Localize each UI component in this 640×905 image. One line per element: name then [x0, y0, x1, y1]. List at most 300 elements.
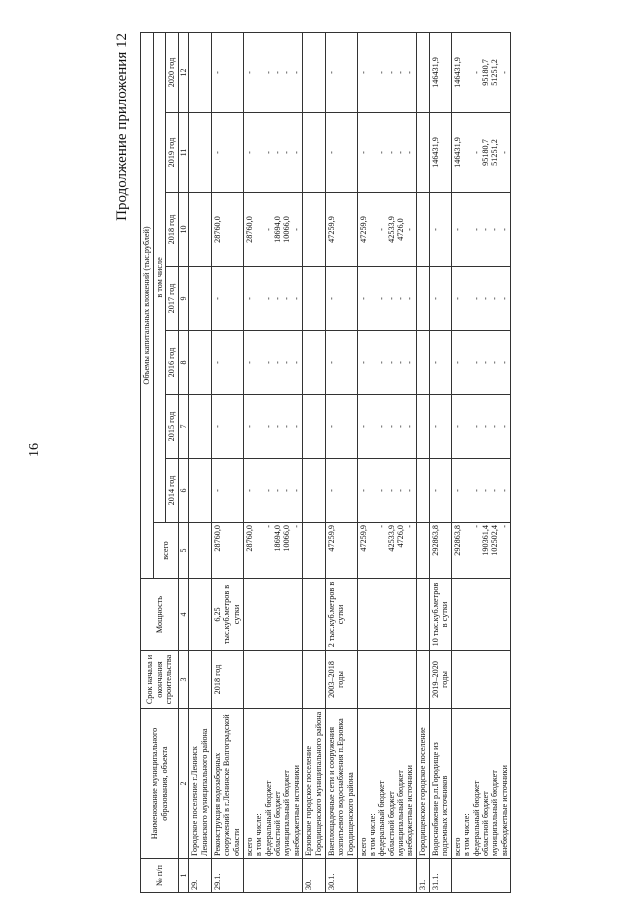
breakdown-value: 4726,0	[396, 525, 406, 548]
header-volumes: Объемы капитальных вложений (тыс.рублей)	[141, 32, 154, 578]
breakdown-value: -	[471, 151, 481, 154]
breakdown-value: -	[291, 71, 301, 74]
breakdown-value: -	[377, 297, 387, 300]
cell-no: 29.1.	[211, 859, 243, 893]
breakdown-value	[462, 35, 471, 110]
cell-year-breakdown	[243, 193, 302, 267]
cell-year-breakdown	[451, 32, 510, 112]
cell-year: -	[429, 193, 451, 267]
column-number: 10	[179, 193, 189, 267]
breakdown-value: 95180,7	[481, 139, 491, 166]
breakdown-value: -	[481, 489, 491, 492]
cell-year-breakdown	[243, 32, 302, 112]
column-number: 6	[179, 459, 189, 523]
breakdown-value: 10066,0	[282, 216, 292, 243]
breakdown-value	[254, 269, 263, 328]
cell-year: 146431,9	[429, 32, 451, 112]
breakdown-label: федеральный бюджет	[377, 780, 387, 856]
breakdown-value: -	[263, 71, 273, 74]
header-no: № п/п	[141, 859, 179, 893]
breakdown-value: 28760,0	[244, 216, 254, 243]
breakdown-value	[462, 525, 471, 576]
breakdown-value: 10066,0	[282, 525, 292, 552]
column-number: 5	[179, 523, 189, 579]
cell-total: 47259,9	[325, 523, 357, 579]
breakdown-value: -	[358, 489, 368, 492]
breakdown-value: -	[263, 361, 273, 364]
breakdown-value: 51251,2	[490, 139, 500, 166]
header-year: 2018 год	[166, 193, 179, 267]
breakdown-value: -	[377, 151, 387, 154]
table-cell	[303, 331, 325, 395]
breakdown-value: -	[405, 525, 415, 528]
table-cell	[416, 113, 429, 193]
breakdown-value: -	[405, 228, 415, 231]
breakdown-value	[368, 195, 377, 264]
breakdown-value: 102502,4	[490, 525, 500, 556]
breakdown-value: -	[499, 297, 509, 300]
table-cell	[189, 193, 211, 267]
breakdown-value: -	[282, 151, 292, 154]
breakdown-value: -	[377, 71, 387, 74]
header-year: 2016 год	[166, 331, 179, 395]
breakdown-value: -	[272, 425, 282, 428]
cell-year-breakdown	[243, 395, 302, 459]
breakdown-value: -	[291, 361, 301, 364]
breakdown-value: 292863,8	[452, 525, 462, 556]
breakdown-value: -	[282, 297, 292, 300]
breakdown-value: -	[377, 489, 387, 492]
cell-year: -	[429, 267, 451, 331]
breakdown-value	[368, 461, 377, 520]
cell-year-breakdown	[357, 267, 416, 331]
cell-term: 2003–2018 годы	[325, 651, 357, 709]
column-number: 2	[179, 709, 189, 859]
table-cell	[303, 267, 325, 331]
breakdown-value: -	[471, 297, 481, 300]
breakdown-value: -	[452, 297, 462, 300]
breakdown-value: -	[263, 151, 273, 154]
breakdown-value: 18694,0	[272, 525, 282, 552]
cell-year-breakdown	[357, 32, 416, 112]
header-year: 2020 год	[166, 32, 179, 112]
cell-name: Ерзовское городское поселение Городищенского муниципального района	[303, 709, 325, 859]
breakdown-value	[368, 35, 377, 110]
breakdown-value: -	[272, 297, 282, 300]
cell-capacity: 6,25 тыс.куб.метров в сутки	[211, 579, 243, 651]
cell-year: -	[325, 267, 357, 331]
cell-year-breakdown	[357, 331, 416, 395]
breakdown-value: -	[377, 228, 387, 231]
cell-total-breakdown	[451, 523, 510, 579]
breakdown-value: -	[291, 151, 301, 154]
breakdown-value: -	[291, 489, 301, 492]
breakdown-value: -	[386, 489, 396, 492]
table-row	[416, 32, 429, 892]
breakdown-value: -	[386, 151, 396, 154]
column-number: 9	[179, 267, 189, 331]
cell-capacity	[451, 579, 510, 651]
breakdown-value: -	[490, 489, 500, 492]
breakdown-value: -	[263, 228, 273, 231]
breakdown-value: -	[282, 361, 292, 364]
header-including: в том числе	[153, 32, 166, 522]
cell-no: 31.1.	[429, 859, 451, 893]
column-number: 1	[179, 859, 189, 893]
breakdown-value: -	[263, 489, 273, 492]
cell-total: 28760,0	[211, 523, 243, 579]
table-row	[243, 32, 302, 892]
cell-total-breakdown	[357, 523, 416, 579]
breakdown-value: -	[405, 71, 415, 74]
cell-no: 30.	[303, 859, 325, 893]
cell-year: -	[429, 331, 451, 395]
breakdown-value: -	[405, 151, 415, 154]
breakdown-value	[254, 195, 263, 264]
breakdown-value: -	[481, 297, 491, 300]
breakdown-label: всего	[452, 837, 462, 856]
breakdown-value: -	[499, 71, 509, 74]
breakdown-value: -	[358, 361, 368, 364]
table-cell	[416, 459, 429, 523]
cell-year: -	[211, 331, 243, 395]
header-year: 2019 год	[166, 113, 179, 193]
cell-year-breakdown	[243, 459, 302, 523]
cell-capacity	[416, 579, 429, 651]
breakdown-value: -	[263, 425, 273, 428]
cell-year-breakdown	[357, 113, 416, 193]
cell-capacity	[357, 579, 416, 651]
breakdown-value: -	[282, 71, 292, 74]
breakdown-value	[254, 35, 263, 110]
breakdown-value: 42533,9	[386, 216, 396, 243]
cell-name: Водоснабжение р.п.Городище из подземных источников	[429, 709, 451, 859]
breakdown-value: -	[481, 425, 491, 428]
cell-year: -	[211, 267, 243, 331]
breakdown-label: всего	[244, 837, 254, 856]
cell-term	[303, 651, 325, 709]
breakdown-value: -	[499, 489, 509, 492]
breakdown-value	[254, 461, 263, 520]
cell-term	[357, 651, 416, 709]
breakdown-value	[462, 397, 471, 456]
breakdown-label: федеральный бюджет	[263, 780, 273, 856]
table-cell	[303, 193, 325, 267]
table-cell	[416, 395, 429, 459]
column-number: 12	[179, 32, 189, 112]
breakdown-value: -	[386, 425, 396, 428]
cell-year-breakdown	[357, 459, 416, 523]
cell-capacity: 10 тыс.куб.метров в сутки	[429, 579, 451, 651]
table-cell	[416, 32, 429, 112]
cell-capacity	[303, 579, 325, 651]
breakdown-label: внебюджетные источники	[405, 765, 415, 856]
breakdown-value: -	[291, 525, 301, 528]
breakdown-value: -	[452, 361, 462, 364]
breakdown-value: 146431,9	[452, 57, 462, 88]
breakdown-value	[462, 195, 471, 264]
breakdown-value	[254, 115, 263, 190]
cell-year: -	[429, 459, 451, 523]
breakdown-value: -	[244, 297, 254, 300]
breakdown-value: -	[452, 228, 462, 231]
table-row	[211, 32, 243, 892]
cell-total-breakdown	[243, 523, 302, 579]
breakdown-value	[368, 525, 377, 576]
breakdown-value: -	[272, 71, 282, 74]
breakdown-value: 95180,7	[481, 59, 491, 86]
breakdown-label: внебюджетные источники	[499, 765, 509, 856]
cell-year: 47259,9	[325, 193, 357, 267]
cell-year-breakdown	[243, 331, 302, 395]
breakdown-value: 42533,9	[386, 525, 396, 552]
cell-capacity	[243, 579, 302, 651]
breakdown-value: -	[452, 489, 462, 492]
breakdown-value: -	[396, 151, 406, 154]
cell-total: 292863,8	[429, 523, 451, 579]
cell-capacity: 2 тыс.куб.метров в сутки	[325, 579, 357, 651]
cell-year-breakdown	[451, 113, 510, 193]
cell-no: 29.	[189, 859, 211, 893]
breakdown-value	[254, 525, 263, 576]
breakdown-value: -	[499, 361, 509, 364]
breakdown-value: -	[471, 71, 481, 74]
breakdown-value: 51251,2	[490, 59, 500, 86]
breakdown-value: -	[263, 297, 273, 300]
breakdown-value: -	[405, 297, 415, 300]
breakdown-value: -	[282, 425, 292, 428]
table-row	[429, 32, 451, 892]
column-number: 7	[179, 395, 189, 459]
cell-year-breakdown	[451, 267, 510, 331]
breakdown-value	[368, 269, 377, 328]
cell-year-breakdown	[243, 113, 302, 193]
breakdown-value: -	[358, 425, 368, 428]
cell-no	[357, 859, 416, 893]
cell-year: -	[325, 331, 357, 395]
table-cell	[189, 523, 211, 579]
cell-breakdown-labels	[243, 709, 302, 859]
cell-no: 30.1.	[325, 859, 357, 893]
breakdown-value: -	[481, 228, 491, 231]
table-cell	[303, 32, 325, 112]
cell-year-breakdown	[357, 395, 416, 459]
breakdown-value: -	[490, 425, 500, 428]
breakdown-value: 190361,4	[481, 525, 491, 556]
breakdown-label: областной бюджет	[272, 791, 282, 856]
page-number: 16	[27, 443, 42, 457]
table-cell	[303, 113, 325, 193]
cell-name: Реконструкция водозаборных сооружений в г.Ленинске Волгоградской области	[211, 709, 243, 859]
breakdown-value: -	[499, 151, 509, 154]
breakdown-value: -	[471, 228, 481, 231]
breakdown-value: -	[244, 71, 254, 74]
breakdown-value: -	[490, 297, 500, 300]
cell-year-breakdown	[357, 193, 416, 267]
cell-year-breakdown	[451, 331, 510, 395]
breakdown-value: -	[272, 361, 282, 364]
cell-year: -	[211, 32, 243, 112]
cell-term	[243, 651, 302, 709]
cell-year: -	[211, 459, 243, 523]
cell-year: -	[325, 395, 357, 459]
breakdown-value: -	[471, 489, 481, 492]
breakdown-value: -	[396, 425, 406, 428]
cell-name: Внеплощадочные сети и сооружения хозпитьевого водоснабжения п.Ерзовка Городищенского района	[325, 709, 357, 859]
breakdown-value: -	[396, 489, 406, 492]
breakdown-value: -	[377, 361, 387, 364]
breakdown-label: областной бюджет	[386, 791, 396, 856]
header-name: Наименование муниципального образования, объекта	[141, 709, 179, 859]
cell-year: -	[325, 32, 357, 112]
breakdown-value: -	[490, 228, 500, 231]
breakdown-value: -	[377, 525, 387, 528]
column-number: 4	[179, 579, 189, 651]
breakdown-label: в том числе:	[254, 813, 264, 856]
cell-year-breakdown	[243, 267, 302, 331]
table-cell	[189, 267, 211, 331]
cell-year: -	[325, 113, 357, 193]
breakdown-value: -	[386, 361, 396, 364]
table-row	[357, 32, 416, 892]
table-cell	[189, 32, 211, 112]
breakdown-value: -	[358, 297, 368, 300]
table-cell	[189, 331, 211, 395]
breakdown-value: 47259,9	[358, 525, 368, 552]
cell-no: 31.	[416, 859, 429, 893]
breakdown-value: -	[244, 425, 254, 428]
capital-investment-table	[140, 32, 511, 893]
table-row	[189, 32, 211, 892]
breakdown-label: муниципальный бюджет	[396, 770, 406, 856]
breakdown-value: -	[490, 361, 500, 364]
cell-no	[243, 859, 302, 893]
breakdown-value: -	[272, 489, 282, 492]
table-cell	[416, 267, 429, 331]
breakdown-value: -	[272, 151, 282, 154]
cell-year: 28760,0	[211, 193, 243, 267]
breakdown-value	[462, 269, 471, 328]
breakdown-value: 18694,0	[272, 216, 282, 243]
breakdown-value	[368, 397, 377, 456]
header-term: Срок начала и окончания строительства	[141, 651, 179, 709]
cell-name: Городское поселение г.Ленинск Ленинского муниципального района	[189, 709, 211, 859]
cell-breakdown-labels	[451, 709, 510, 859]
header-year: 2015 год	[166, 395, 179, 459]
continuation-title: Продолжение приложения 12	[114, 33, 130, 221]
header-capacity: Мощность	[141, 579, 179, 651]
cell-year-breakdown	[451, 193, 510, 267]
breakdown-value: -	[481, 361, 491, 364]
breakdown-value	[462, 115, 471, 190]
breakdown-label: федеральный бюджет	[471, 780, 481, 856]
breakdown-label: внебюджетные источники	[291, 765, 301, 856]
cell-year-breakdown	[451, 459, 510, 523]
table-cell	[303, 523, 325, 579]
cell-term	[189, 651, 211, 709]
table-cell	[189, 459, 211, 523]
breakdown-label: областной бюджет	[481, 791, 491, 856]
breakdown-value: 28760,0	[244, 525, 254, 552]
cell-breakdown-labels	[357, 709, 416, 859]
table-cell	[303, 459, 325, 523]
breakdown-value: -	[244, 361, 254, 364]
header-year: 2014 год	[166, 459, 179, 523]
breakdown-value: -	[499, 425, 509, 428]
breakdown-value: 47259,9	[358, 216, 368, 243]
breakdown-label: муниципальный бюджет	[490, 770, 500, 856]
header-total: всего	[153, 523, 178, 579]
table-cell	[303, 395, 325, 459]
cell-capacity	[189, 579, 211, 651]
column-number: 8	[179, 331, 189, 395]
breakdown-value: -	[396, 297, 406, 300]
breakdown-value: -	[386, 71, 396, 74]
breakdown-value: -	[377, 425, 387, 428]
table-cell	[189, 395, 211, 459]
breakdown-value: -	[291, 425, 301, 428]
cell-term	[416, 651, 429, 709]
breakdown-value: 4726,0	[396, 218, 406, 241]
breakdown-value: -	[471, 425, 481, 428]
breakdown-value: -	[263, 525, 273, 528]
table-cell	[189, 113, 211, 193]
rotated-table-page	[112, 0, 640, 905]
column-number: 11	[179, 113, 189, 193]
breakdown-value	[254, 397, 263, 456]
table-cell	[416, 331, 429, 395]
breakdown-value: -	[405, 489, 415, 492]
cell-year-breakdown	[451, 395, 510, 459]
cell-year: -	[211, 395, 243, 459]
breakdown-value: -	[452, 425, 462, 428]
cell-year: -	[429, 395, 451, 459]
breakdown-value: -	[499, 525, 509, 528]
column-number: 3	[179, 651, 189, 709]
breakdown-value: -	[358, 71, 368, 74]
cell-term	[451, 651, 510, 709]
cell-year: -	[211, 113, 243, 193]
breakdown-value	[462, 333, 471, 392]
table-row	[451, 32, 510, 892]
breakdown-value: -	[244, 489, 254, 492]
breakdown-value: -	[386, 297, 396, 300]
breakdown-value	[368, 115, 377, 190]
breakdown-value	[254, 333, 263, 392]
breakdown-value: 146431,9	[452, 137, 462, 168]
cell-term: 2018 год	[211, 651, 243, 709]
header-year: 2017 год	[166, 267, 179, 331]
breakdown-value: -	[358, 151, 368, 154]
breakdown-value: -	[405, 425, 415, 428]
table-cell	[416, 523, 429, 579]
table-cell	[416, 193, 429, 267]
breakdown-value: -	[396, 71, 406, 74]
breakdown-value: -	[291, 228, 301, 231]
breakdown-value: -	[499, 228, 509, 231]
breakdown-value: -	[244, 151, 254, 154]
breakdown-value: -	[291, 297, 301, 300]
cell-name: Городищенское городское поселение	[416, 709, 429, 859]
cell-year: 146431,9	[429, 113, 451, 193]
breakdown-label: в том числе:	[462, 813, 472, 856]
breakdown-label: в том числе:	[367, 813, 377, 856]
breakdown-value: -	[471, 525, 481, 528]
breakdown-value: -	[282, 489, 292, 492]
breakdown-value: -	[396, 361, 406, 364]
cell-term: 2019–2020 годы	[429, 651, 451, 709]
table-row	[303, 32, 325, 892]
